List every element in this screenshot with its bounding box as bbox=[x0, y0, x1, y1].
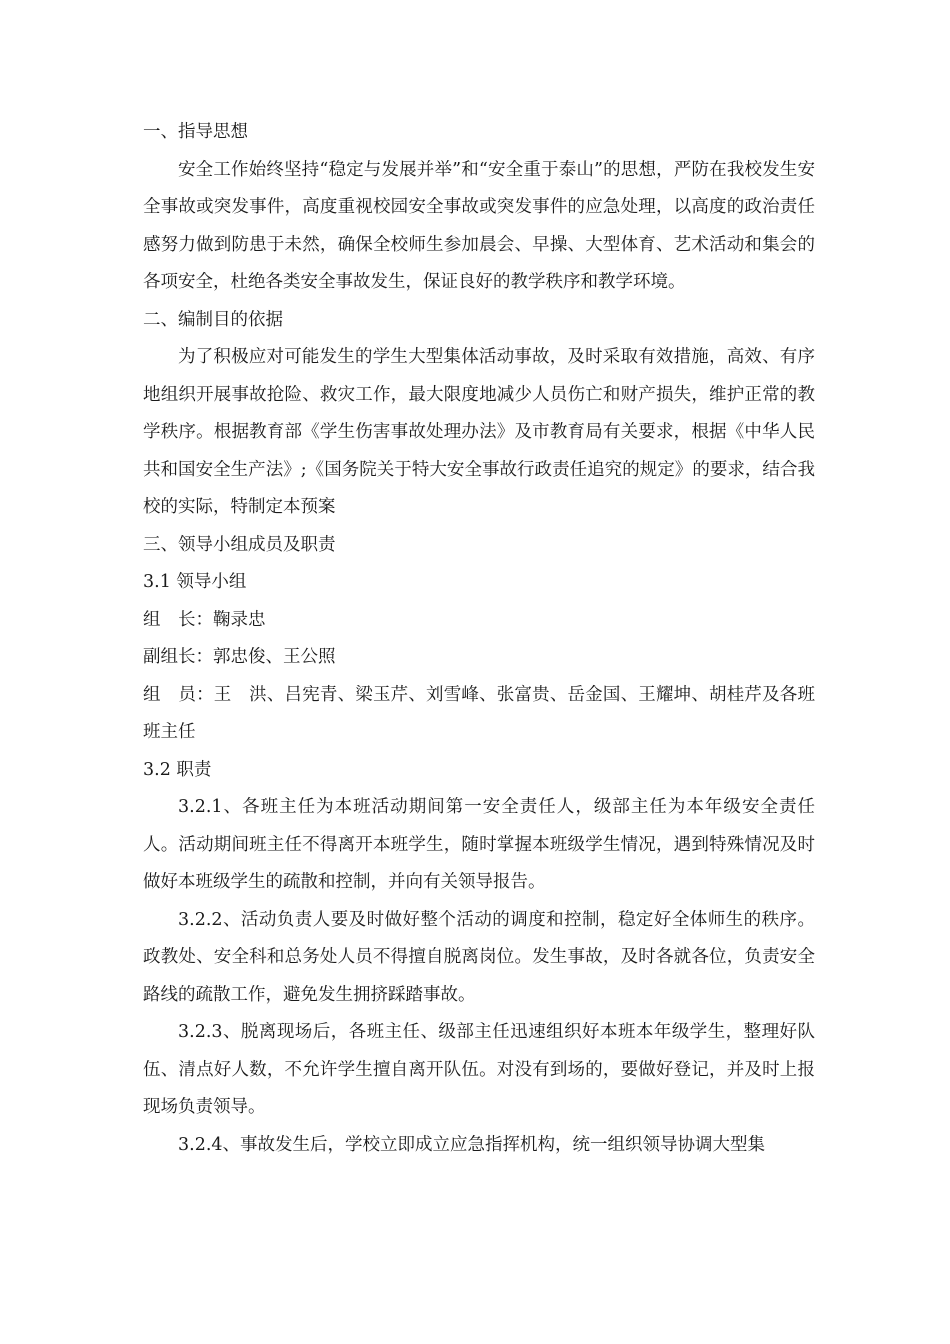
duty-paragraph-4: 3.2.4、事故发生后，学校立即成立应急指挥机构，统一组织领导协调大型集 bbox=[178, 1134, 766, 1155]
leader-line: 组 长：鞠录忠 bbox=[143, 609, 266, 630]
section-heading-leadership-group: 三、领导小组成员及职责 bbox=[143, 534, 336, 555]
duty-paragraph-3: 3.2.3、脱离现场后，各班主任、级部主任迅速组织好本班本年级学生，整理好队伍、清点好人数，不允许学生擅自离开队伍。对没有到场的，要做好登记，并及时上报现场负责领导。 bbox=[143, 1022, 815, 1117]
document-body bbox=[143, 114, 815, 1164]
duty-paragraph-2: 3.2.2、活动负责人要及时做好整个活动的调度和控制，稳定好全体师生的秩序。政教处、安全科和总务处人员不得擅自脱离岗位。发生事故，及时各就各位，负责安全路线的疏散工作，避免发生拥挤踩踏事故。 bbox=[143, 909, 815, 1005]
section-heading-purpose-basis: 二、编制目的依据 bbox=[143, 309, 283, 330]
section-heading-guiding-ideology: 一、指导思想 bbox=[143, 122, 248, 142]
subsection-heading-duties: 3.2 职责 bbox=[143, 759, 212, 780]
subsection-heading-leadership-group: 3.1 领导小组 bbox=[143, 572, 247, 592]
paragraph-guiding-ideology: 安全工作始终坚持“稳定与发展并举”和“安全重于泰山”的思想，严防在我校发生安全事故或突发事件，高度重视校园安全事故或突发事件的应急处理，以高度的政治责任感努力做到防患于未然，确保全校师生参加晨会、早操、大型体育、艺术活动和集会的各项安全，杜绝各类安全事故发生，保证良好的教学秩序和教学环境。 bbox=[143, 159, 815, 292]
deputy-leader-line: 副组长：郭忠俊、王公照 bbox=[143, 647, 336, 667]
paragraph-purpose-basis: 为了积极应对可能发生的学生大型集体活动事故，及时采取有效措施，高效、有序地组织开展事故抢险、救灾工作，最大限度地减少人员伤亡和财产损失，维护正常的教学秩序。根据教育部《学生伤害事故处理办法》及市教育局有关要求，根据《中华人民共和国安全生产法》;《国务院关于特大安全事故行政责任追究的规定》的要求，结合我校的实际，特制定本预案 bbox=[143, 347, 815, 517]
members-line: 组 员：王 洪、吕宪青、梁玉芹、刘雪峰、张富贵、岳金国、王耀坤、胡桂芹及各班班主任 bbox=[143, 684, 815, 742]
duty-paragraph-1: 3.2.1、各班主任为本班活动期间第一安全责任人，级部主任为本年级安全责任人。活动期间班主任不得离开本班学生，随时掌握本班级学生情况，遇到特殊情况及时做好本班级学生的疏散和控制，并向有关领导报告。 bbox=[143, 797, 815, 892]
